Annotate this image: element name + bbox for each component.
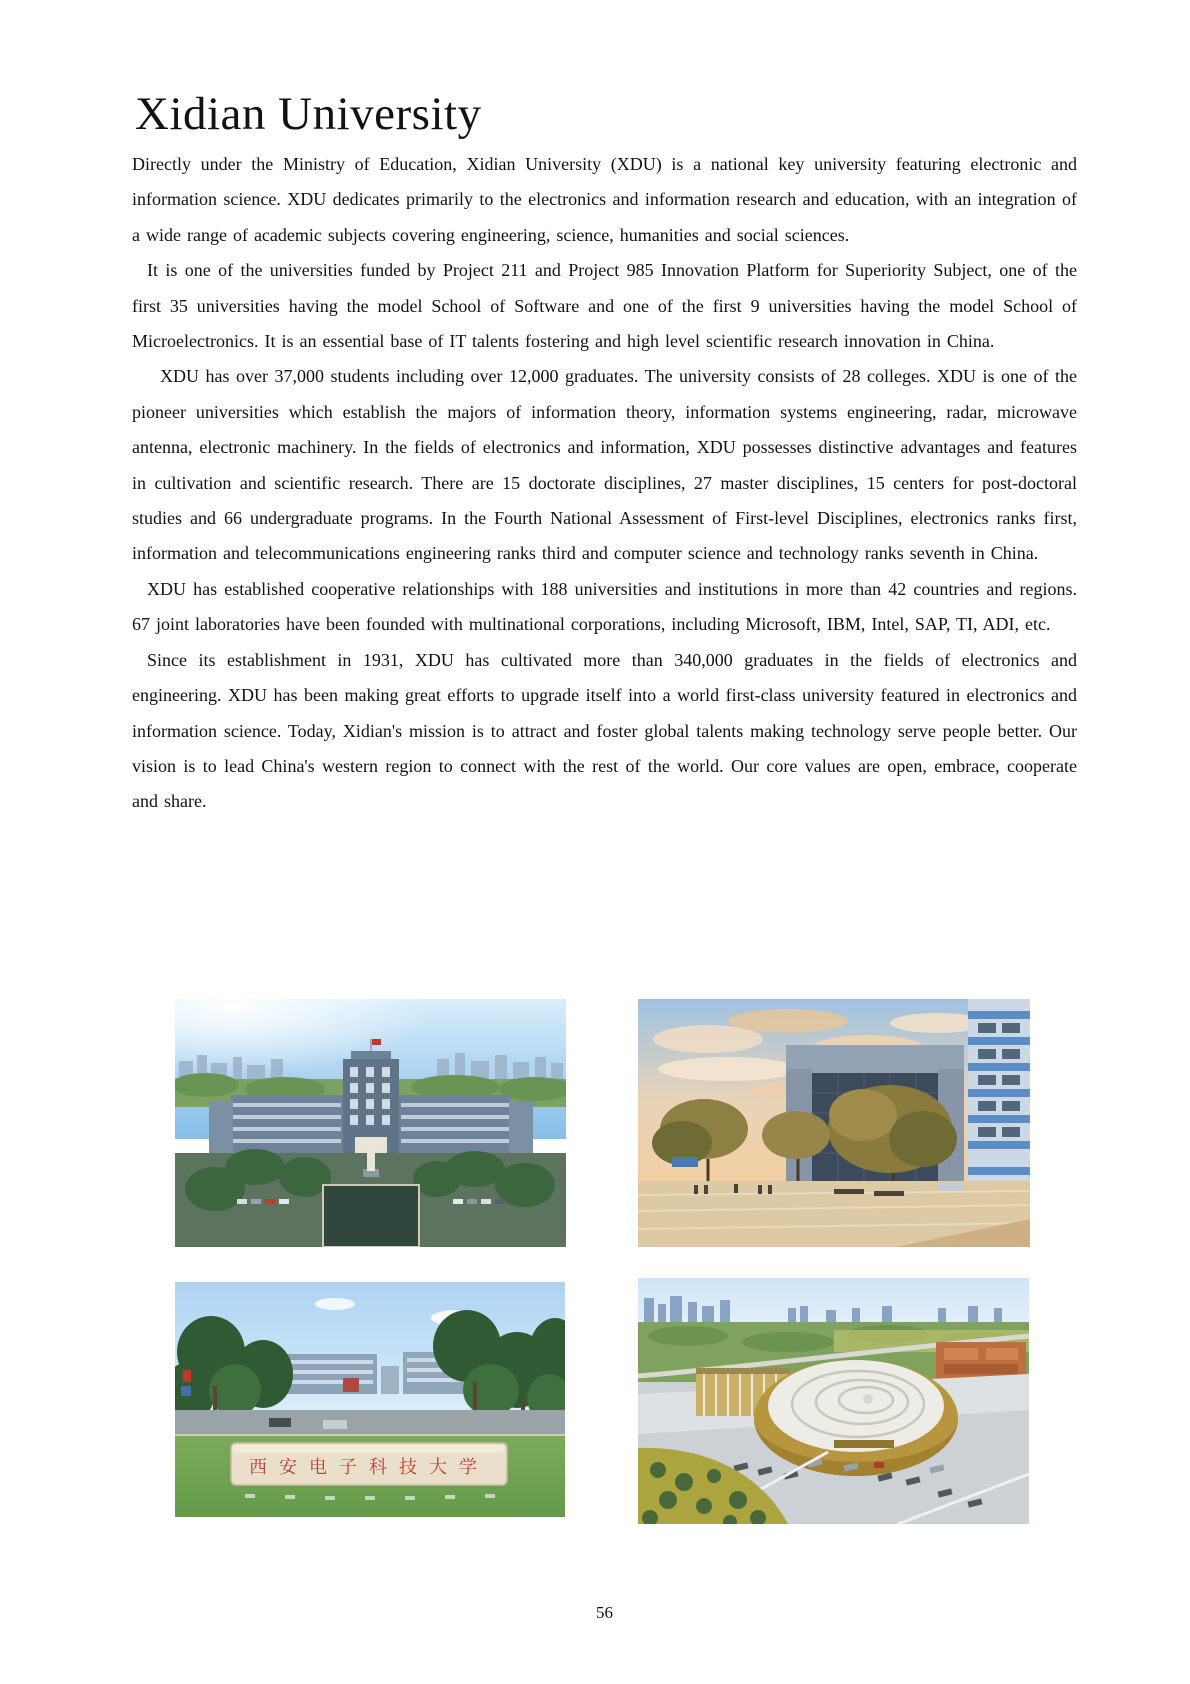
page-number: 56: [596, 1603, 613, 1622]
library-illustration: [638, 999, 1030, 1247]
paragraph-intro: Directly under the Ministry of Education, Xidian University (XDU) is a national key university featuring electronic and information science. XDU dedicates primarily to the electronics and information research and education, with an integration of a wide range of academic subjects covering engineering, science, humanities and social sciences.: [132, 154, 1077, 245]
page-title: Xidian University: [135, 88, 482, 140]
photo-main-building-aerial: [175, 999, 566, 1247]
paragraph-projects: It is one of the universities funded by Project 211 and Project 985 Innovation Platform for Superiority Subject, one of the first 35 universities having the model School of Software and one of the first 9 universities having the model School of Microelectronics. It is an essential base of IT talents fostering and high level scientific research innovation in China.: [132, 260, 1077, 352]
paragraph-cooperation: XDU has established cooperative relationships with 188 universities and institutions in more than 42 countries and regions. 67 joint laboratories have been founded with multinational corporations, including Microsoft, IBM, Intel, SAP, TI, ADI, etc.: [132, 578, 1077, 635]
paragraph-history: Since its establishment in 1931, XDU has cultivated more than 340,000 graduates in the fields of electronics and engineering. XDU has been making great efforts to upgrade itself into a world first-class university featured in electronics and information science. Today, Xidian's mission is to attract and foster global talents making technology serve people better. Our vision is to lead China's western region to connect with the rest of the world. Our core values are open, embrace, cooperate and share.: [132, 649, 1077, 812]
photo-campus-gate-stone: [175, 1282, 565, 1517]
gate-illustration: [175, 1282, 565, 1517]
stone-inscription: 西安电子科技大学: [249, 1457, 489, 1477]
photo-round-hall-aerial: [638, 1278, 1029, 1524]
photo-library-sunset: [638, 999, 1030, 1247]
paragraph-students: XDU has over 37,000 students including over 12,000 graduates. The university consists of 28 colleges. XDU is one of the pioneer universities which establish the majors of information theory, information systems engineering, radar, microwave antenna, electronic machinery. In the fields of electronics and information, XDU possesses distinctive advantages and features in cultivation and scientific research. There are 15 doctorate disciplines, 27 master disciplines, 15 centers for post-doctoral studies and 66 undergraduate programs. In the Fourth National Assessment of First-level Disciplines, electronics ranks first, information and telecommunications engineering ranks third and computer science and technology ranks seventh in China.: [132, 366, 1077, 564]
round-hall-illustration: [638, 1278, 1029, 1524]
body-text: [132, 147, 1077, 820]
main-building-illustration: [175, 999, 566, 1247]
